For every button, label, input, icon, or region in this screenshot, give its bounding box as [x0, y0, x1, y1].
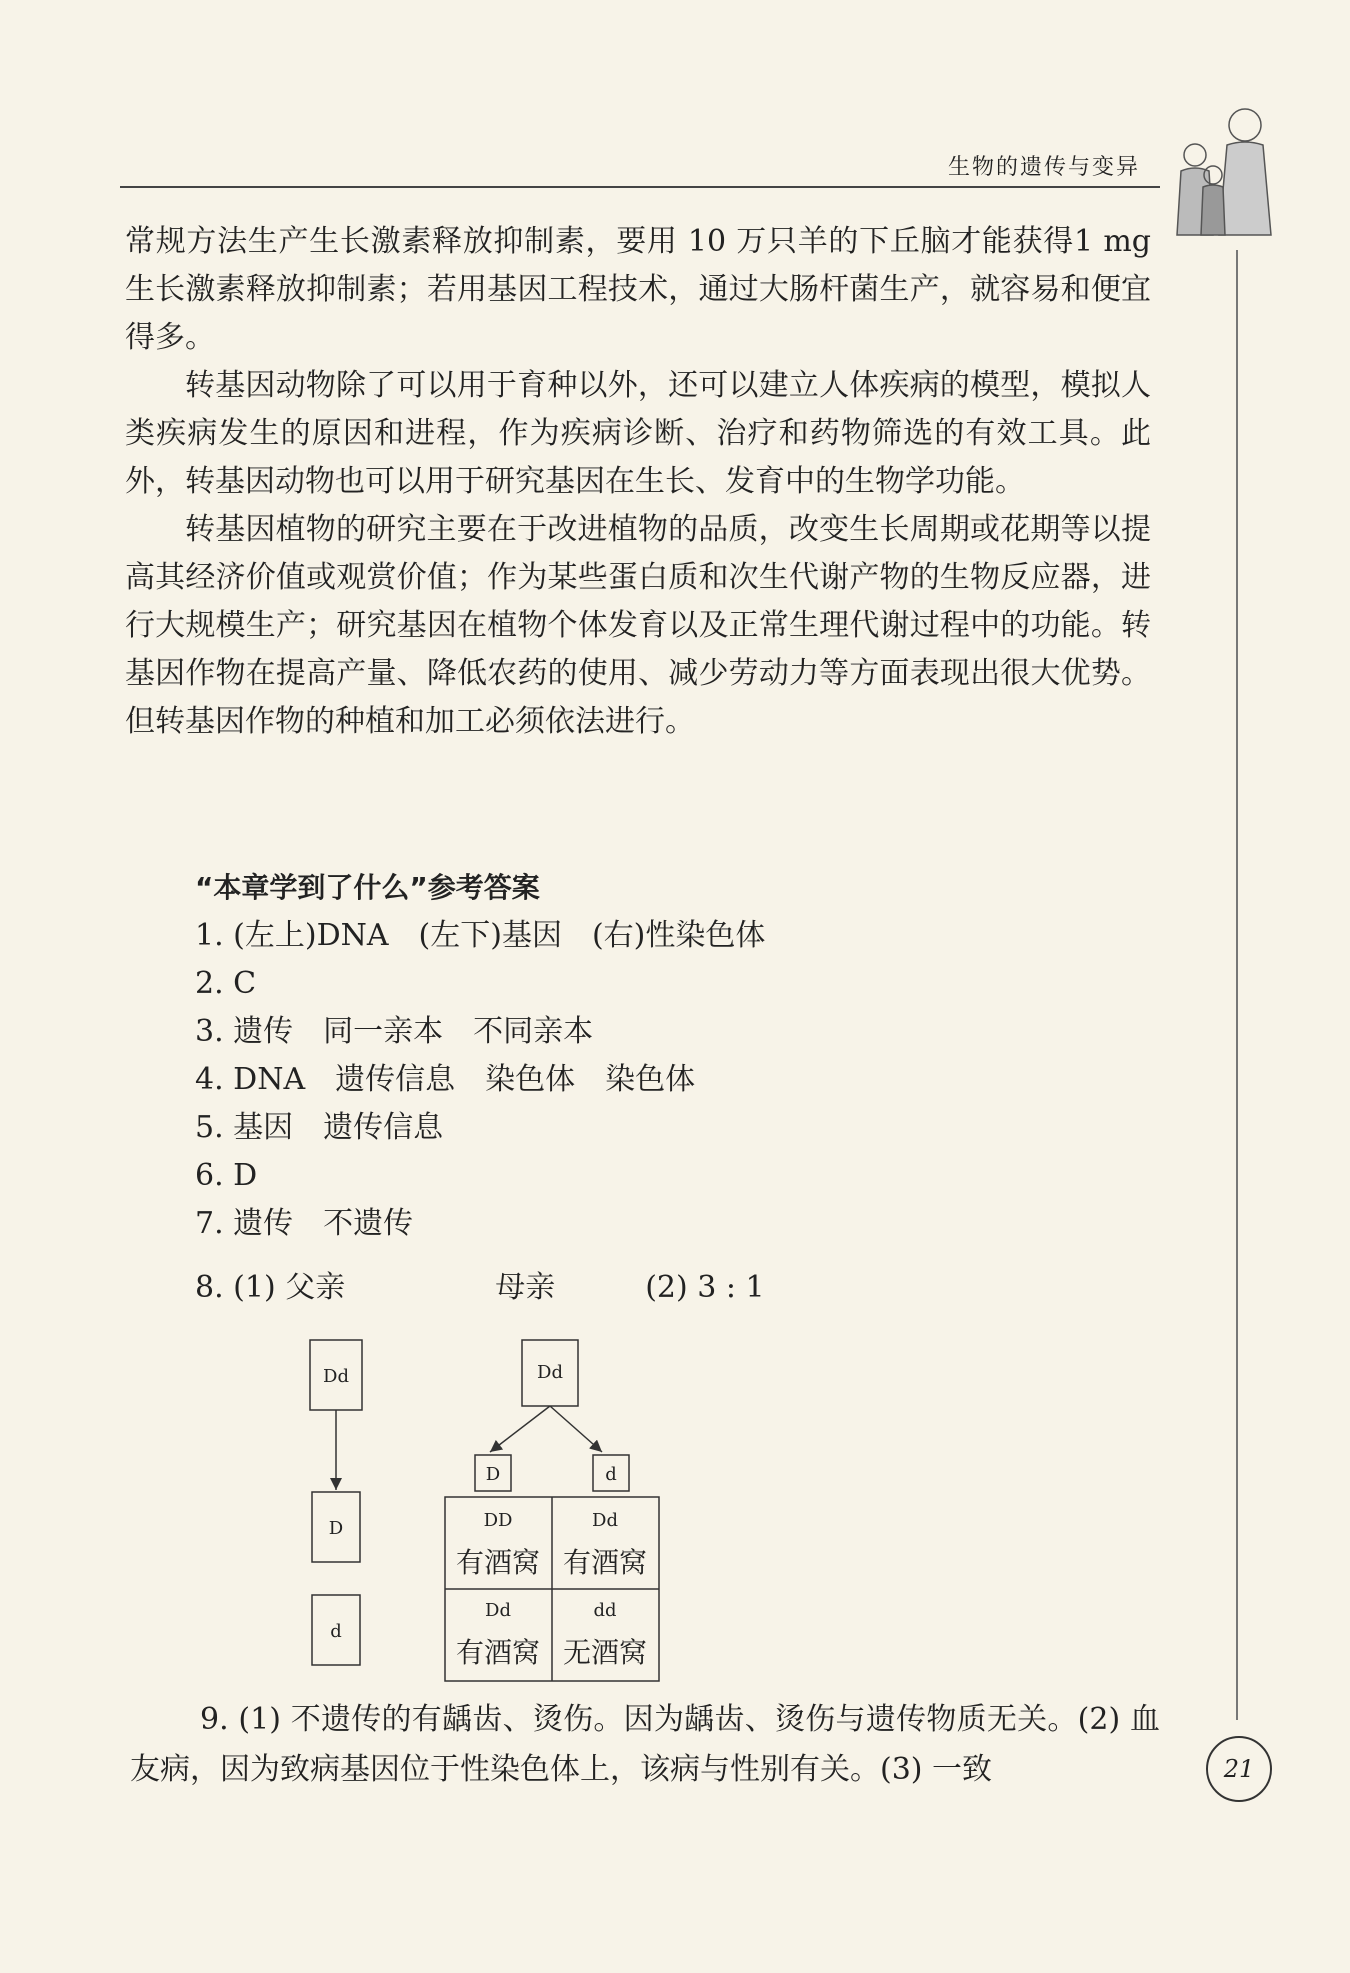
cell-phenotype: 有酒窝 [455, 1546, 541, 1579]
father-gamete-2: d [330, 1621, 342, 1642]
answer-item: 6. D [195, 1158, 258, 1193]
answer-item: 4. DNA 遗传信息 染色体 染色体 [195, 1062, 696, 1097]
father-genotype: Dd [323, 1366, 349, 1387]
header-illustration [1165, 95, 1295, 245]
cell-phenotype: 有酒窝 [455, 1636, 541, 1669]
page-header [120, 150, 1160, 188]
body-text [125, 218, 1151, 746]
answers [195, 864, 1155, 1248]
header-title: 生物的遗传与变异 [947, 155, 1140, 180]
cell-genotype: Dd [592, 1510, 618, 1531]
paragraph: 常规方法生产生长激素释放抑制素，要用 10 万只羊的下丘脑才能获得1 mg 生长激素释放抑制素；若用基因工程技术，通过大肠杆菌生产，就容易和便宜得多。 [125, 224, 1151, 355]
answer-item: 1. (左上)DNA (左下)基因 (右)性染色体 [195, 918, 766, 953]
paragraph: 转基因植物的研究主要在于改进植物的品质，改变生长周期或花期等以提高其经济价值或观赏价值；作为某些蛋白质和次生代谢产物的生物反应器，进行大规模生产；研究基因在植物个体发育以及正常生理代谢过程中的功能。转基因作物在提高产量、降低农药的使用、减少劳动力等方面表现出很大优势。但转基因作物的种植和加工必须依法进行。 [125, 512, 1151, 739]
answers-heading: “本章学到了什么”参考答案 [195, 871, 540, 904]
mother-arrow-left [490, 1406, 550, 1452]
answer-item-8: 8. (1) 父亲 母亲 (2) 3 : 1 [195, 1270, 765, 1305]
answer-item: 5. 基因 遗传信息 [195, 1110, 444, 1145]
mother-arrow-right [550, 1406, 602, 1452]
answer-item: 2. C [195, 966, 257, 1001]
page-number: 21 [1206, 1736, 1272, 1802]
mother-genotype: Dd [537, 1362, 563, 1383]
answer-item-9-text: 9. (1) 不遗传的有龋齿、烫伤。因为龋齿、烫伤与遗传物质无关。(2) 血友病，因为致病基因位于性染色体上，该病与性别有关。(3) 一致 [130, 1702, 1160, 1787]
cell-phenotype: 有酒窝 [562, 1546, 648, 1579]
cell-genotype: DD [483, 1510, 513, 1531]
cell-genotype: Dd [485, 1600, 511, 1621]
genetics-diagram [290, 1320, 710, 1700]
cell-phenotype: 无酒窝 [562, 1636, 648, 1669]
side-rule [1236, 250, 1238, 1720]
paragraph: 转基因动物除了可以用于育种以外，还可以建立人体疾病的模型，模拟人类疾病发生的原因和进程，作为疾病诊断、治疗和药物筛选的有效工具。此外，转基因动物也可以用于研究基因在生长、发育中的生物学功能。 [125, 368, 1151, 499]
father-gamete-1: D [328, 1518, 344, 1539]
answer-item-9 [130, 1695, 1160, 1795]
mother-gamete-2: d [605, 1464, 617, 1485]
answer-item: 7. 遗传 不遗传 [195, 1206, 414, 1241]
mother-gamete-1: D [485, 1464, 501, 1485]
cell-genotype: dd [593, 1600, 617, 1621]
answer-item: 3. 遗传 同一亲本 不同亲本 [195, 1014, 594, 1049]
